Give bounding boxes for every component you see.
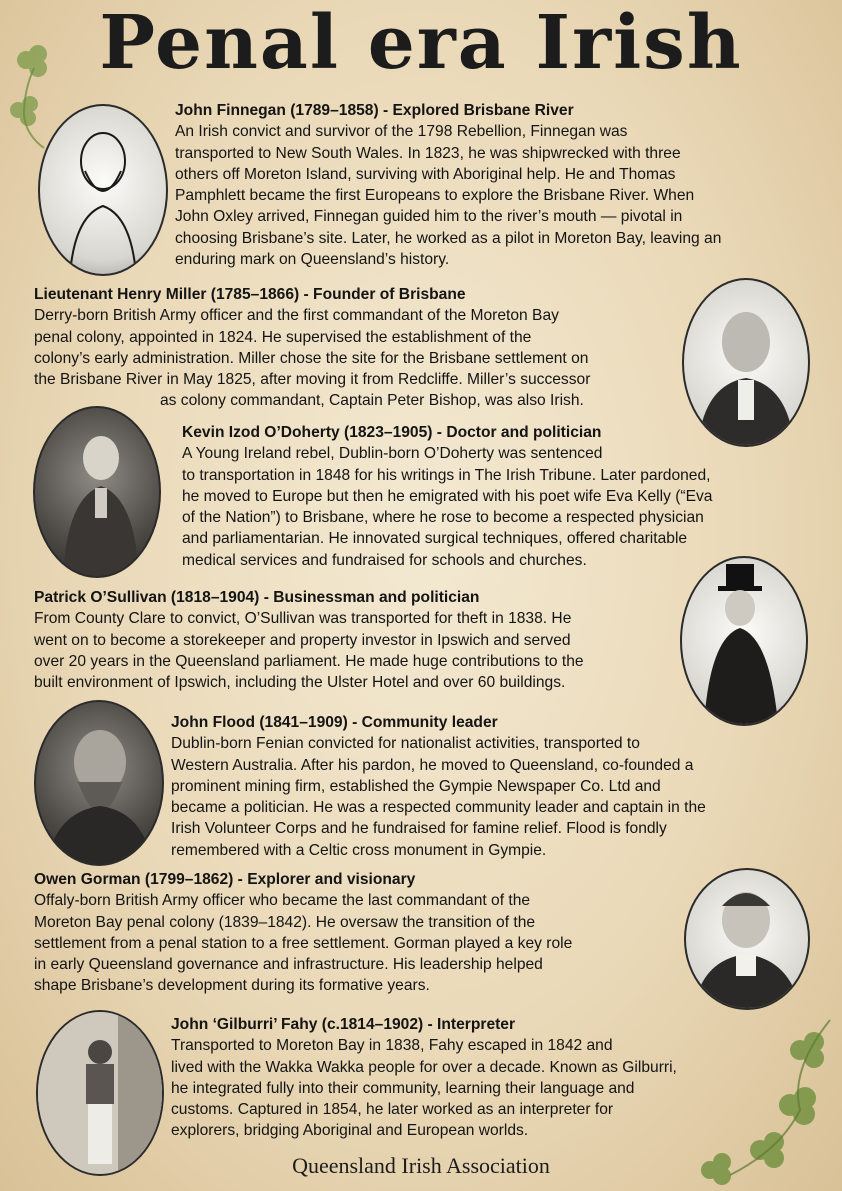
bio-patrick-osullivan	[34, 587, 584, 693]
portrait-owen-gorman	[684, 868, 810, 1010]
bio-line: customs. Captured in 1854, he later worked as an interpreter for	[171, 1101, 614, 1119]
bio-line: From County Clare to convict, O’Sullivan was transported for theft in 1838. He	[34, 610, 572, 628]
bio-line: lived with the Wakka Wakka people for over a decade. Known as Gilburri,	[171, 1058, 677, 1076]
bio-line: A Young Ireland rebel, Dublin-born O’Doherty was sentenced	[182, 445, 603, 463]
bio-john-fahy	[171, 1014, 677, 1142]
bio-heading: Lieutenant Henry Miller (1785–1866) - Founder of Brisbane	[34, 286, 466, 303]
bio-line: Derry-born British Army officer and the first commandant of the Moreton Bay	[34, 307, 559, 325]
bio-line: others off Moreton Island, surviving with Aboriginal help. He and Thomas	[175, 165, 676, 183]
bio-john-flood	[171, 712, 706, 861]
bio-line: An Irish convict and survivor of the 1798 Rebellion, Finnegan was	[175, 123, 628, 141]
bio-line: penal colony, appointed in 1824. He supervised the establishment of the	[34, 328, 532, 346]
bio-line: he integrated fully into their community, learning their language and	[171, 1079, 635, 1097]
portrait-john-fahy	[36, 1010, 164, 1176]
bio-line: became a politician. He was a respected community leader and captain in the	[171, 799, 706, 817]
bio-line: Irish Volunteer Corps and he fundraised for famine relief. Flood is fondly	[171, 820, 667, 838]
bio-line: Moreton Bay penal colony (1839–1842). He oversaw the transition of the	[34, 913, 536, 931]
bio-line: of the Nation”) to Brisbane, where he rose to become a respected physician	[182, 509, 704, 527]
bio-owen-gorman	[34, 869, 572, 997]
bio-line: remembered with a Celtic cross monument in Gympie.	[171, 841, 547, 859]
bio-line: Offaly-born British Army officer who became the last commandant of the	[34, 892, 531, 910]
bio-line: shape Brisbane’s development during its formative years.	[34, 977, 430, 995]
portrait-kevin-odoherty	[33, 406, 161, 578]
portrait-patrick-osullivan	[680, 556, 808, 726]
bio-line: Pamphlett became the first Europeans to explore the Brisbane River. When	[175, 187, 695, 205]
bio-heading: Kevin Izod O’Doherty (1823–1905) - Doctor and politician	[182, 424, 602, 441]
bio-line: explorers, bridging Aboriginal and European worlds.	[171, 1122, 529, 1140]
bio-line: prominent mining firm, established the Gympie Newspaper Co. Ltd and	[171, 777, 661, 795]
bio-line: as colony commandant, Captain Peter Bishop, was also Irish.	[160, 392, 584, 410]
portrait-john-finnegan	[38, 104, 168, 276]
bio-heading: Owen Gorman (1799–1862) - Explorer and visionary	[34, 871, 416, 888]
footer-organization: Queensland Irish Association	[292, 1153, 550, 1178]
bio-heading: Patrick O’Sullivan (1818–1904) - Businessman and politician	[34, 589, 480, 606]
bio-line: Western Australia. After his pardon, he moved to Queensland, co-founded a	[171, 756, 694, 774]
page-title: Penal era Irish	[99, 0, 743, 86]
bio-heading: John Flood (1841–1909) - Community leader	[171, 714, 498, 731]
bio-heading: John ‘Gilburri’ Fahy (c.1814–1902) - Interpreter	[171, 1016, 516, 1033]
bio-line: Transported to Moreton Bay in 1838, Fahy escaped in 1842 and	[171, 1037, 613, 1055]
bio-john-finnegan	[175, 100, 721, 270]
bio-line: Dublin-born Fenian convicted for nationalist activities, transported to	[171, 735, 640, 753]
bio-kevin-odoherty	[182, 422, 712, 571]
bio-line: over 20 years in the Queensland parliament. He made huge contributions to the	[34, 652, 584, 670]
bio-heading: John Finnegan (1789–1858) - Explored Brisbane River	[175, 102, 574, 119]
bio-line: the Brisbane River in May 1825, after moving it from Redcliffe. Miller’s successor	[34, 371, 591, 389]
bio-line: built environment of Ipswich, including the Ulster Hotel and over 60 buildings.	[34, 674, 566, 692]
bio-line: he moved to Europe but then he emigrated with his poet wife Eva Kelly (“Eva	[182, 487, 713, 505]
bio-line: John Oxley arrived, Finnegan guided him to the river’s mouth — pivotal in	[175, 208, 683, 226]
bio-line: and parliamentarian. He innovated surgical techniques, offered charitable	[182, 530, 688, 548]
bio-line: settlement from a penal station to a free settlement. Gorman played a key role	[34, 934, 573, 952]
bio-line: medical services and fundraised for schools and churches.	[182, 551, 587, 569]
bio-line: to transportation in 1848 for his writings in The Irish Tribune. Later pardoned,	[182, 466, 711, 484]
bio-line: in early Queensland governance and infrastructure. His leadership helped	[34, 956, 543, 974]
bio-line: colony’s early administration. Miller chose the site for the Brisbane settlement on	[34, 349, 589, 367]
bio-line: enduring mark on Queensland’s history.	[175, 251, 450, 269]
portrait-john-flood	[34, 700, 164, 866]
bio-line: transported to New South Wales. In 1823, he was shipwrecked with three	[175, 144, 681, 162]
bio-line: went on to become a storekeeper and property investor in Ipswich and served	[34, 631, 571, 649]
bio-henry-miller	[34, 284, 590, 412]
bio-line: choosing Brisbane’s site. Later, he worked as a pilot in Moreton Bay, leaving an	[175, 229, 722, 247]
